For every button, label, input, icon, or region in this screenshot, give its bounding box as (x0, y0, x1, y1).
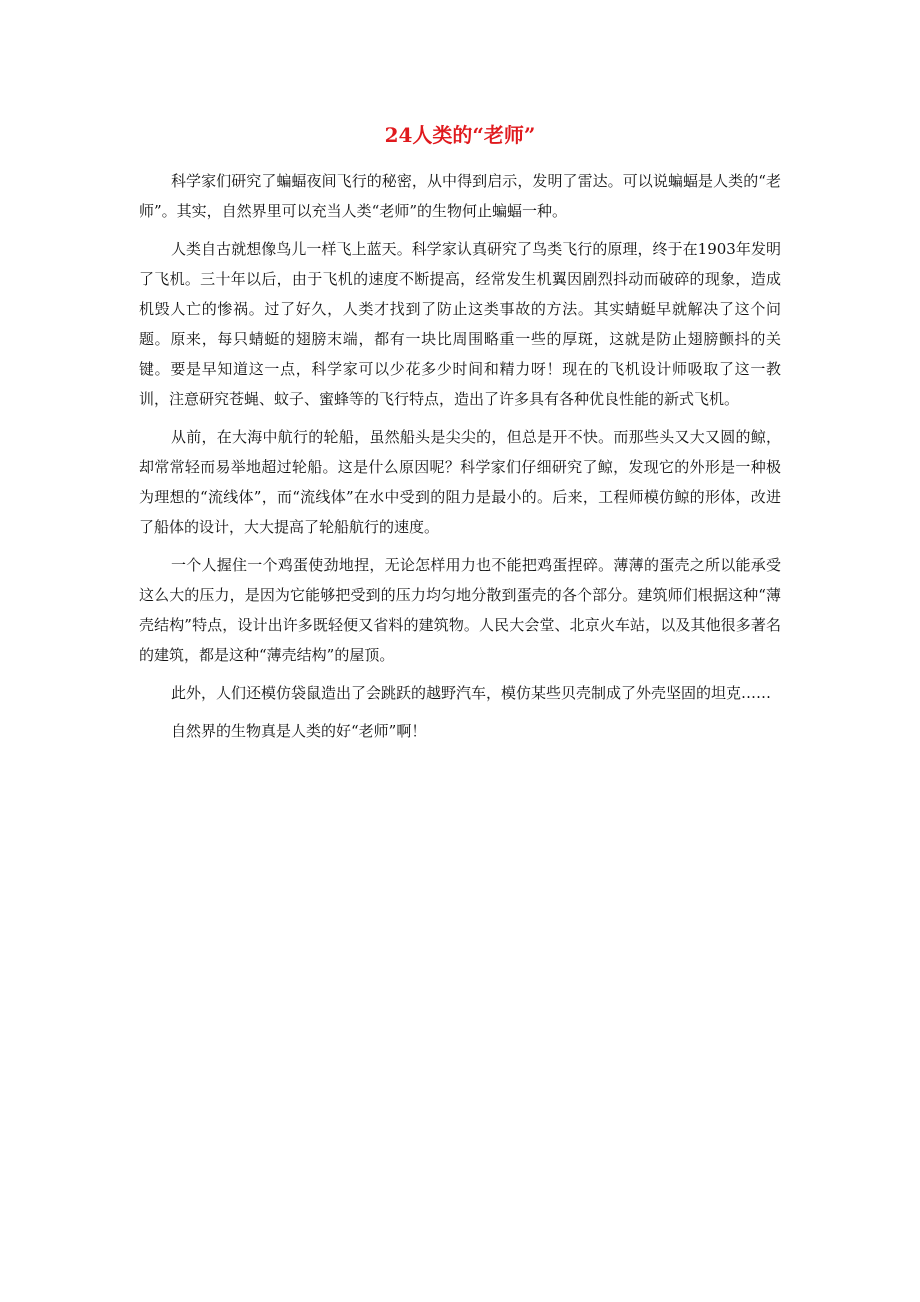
paragraph-4: 一个人握住一个鸡蛋使劲地捏，无论怎样用力也不能把鸡蛋捏碎。薄薄的蛋壳之所以能承受这么大的压力，是因为它能够把受到的压力均匀地分散到蛋壳的各个部分。建筑师们根据这种“薄壳结构”特点，设计出许多既轻便又省料的建筑物。人民大会堂、北京火车站，以及其他很多著名的建筑，都是这种“薄壳结构”的屋顶。 (139, 556, 781, 664)
paragraph-2: 人类自古就想像鸟儿一样飞上蓝天。科学家认真研究了鸟类飞行的原理，终于在1903年发明了飞机。三十年以后，由于飞机的速度不断提高，经常发生机翼因剧烈抖动而破碎的现象，造成机毁人亡的惨祸。过了好久，人类才找到了防止这类事故的方法。其实蜻蜓早就解决了这个问题。原来，每只蜻蜓的翅膀末端，都有一块比周围略重一些的厚斑，这就是防止翅膀颤抖的关键。要是早知道这一点，科学家可以少花多少时间和精力呀！现在的飞机设计师吸取了这一教训，注意研究苍蝇、蚊子、蜜蜂等的飞行特点，造出了许多具有各种优良性能的新式飞机。 (139, 240, 781, 408)
document-title: 24人类的“老师” (384, 123, 536, 147)
paragraph-3: 从前，在大海中航行的轮船，虽然船头是尖尖的，但总是开不快。而那些头又大又圆的鲸，却常常轻而易举地超过轮船。这是什么原因呢？科学家们仔细研究了鲸，发现它的外形是一种极为理想的“流线体”，而“流线体”在水中受到的阻力是最小的。后来，工程师模仿鲸的形体，改进了船体的设计，大大提高了轮船航行的速度。 (139, 428, 781, 536)
paragraph-5: 此外，人们还模仿袋鼠造出了会跳跃的越野汽车，模仿某些贝壳制成了外壳坚固的坦克…… (171, 684, 772, 702)
paragraph-1: 科学家们研究了蝙蝠夜间飞行的秘密，从中得到启示，发明了雷达。可以说蝙蝠是人类的“老师”。其实，自然界里可以充当人类“老师”的生物何止蝙蝠一种。 (139, 172, 781, 220)
article-body (139, 166, 781, 754)
paragraph-6: 自然界的生物真是人类的好“老师”啊！ (171, 722, 427, 740)
